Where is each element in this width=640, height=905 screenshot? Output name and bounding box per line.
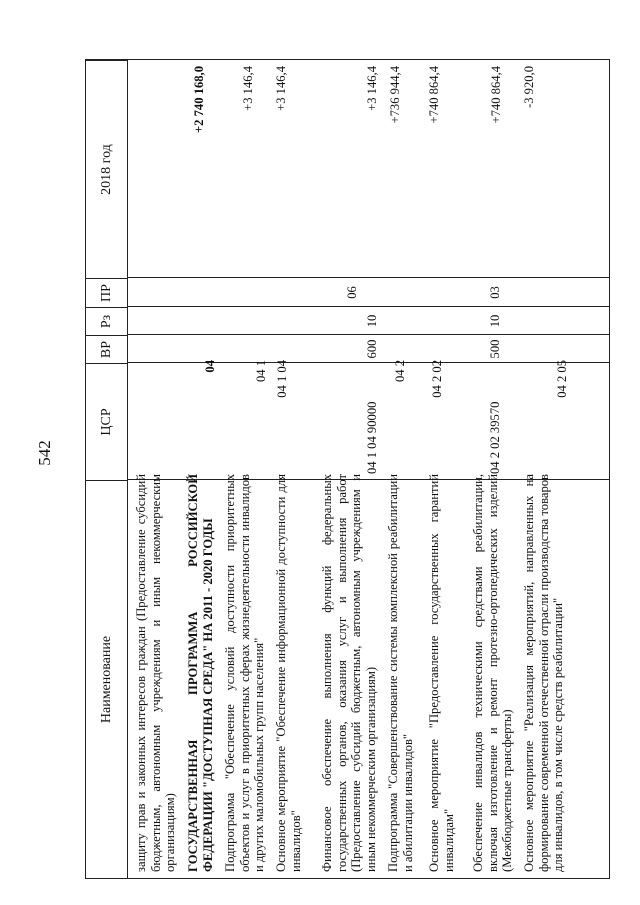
row-csr: 04 1 04 (275, 360, 290, 398)
table-row (471, 60, 517, 878)
row-csr: 04 2 05 (555, 360, 570, 398)
row-rz: 10 (365, 314, 380, 328)
row-vr: 600 (365, 339, 380, 359)
row-pr: 03 (488, 286, 503, 299)
table-row (223, 60, 269, 878)
header-year: 2018 год (86, 60, 128, 278)
page-number: 542 (35, 440, 54, 466)
header-rz: Рз (86, 307, 128, 335)
row-rz: 10 (488, 314, 503, 328)
row-csr: 04 2 (393, 360, 408, 383)
header-pr: ПР (86, 278, 128, 307)
row-csr: 04 1 04 90000 (365, 401, 380, 474)
row-name: Основное мероприятие "Обеспечение информационной доступности для инвалидов" (274, 474, 303, 872)
row-amount: +3 146,4 (241, 66, 255, 111)
table-row (427, 60, 459, 878)
row-amount: +3 146,4 (274, 66, 288, 111)
header-csr: ЦСР (86, 363, 128, 480)
row-csr: 04 2 02 39570 (488, 401, 503, 474)
row-name: Основное мероприятие "Предоставление государственных гарантий инвалидам" (427, 474, 456, 872)
row-amount: +3 146,4 (365, 66, 380, 111)
table-row (386, 60, 418, 878)
table-row (186, 60, 218, 878)
row-amount: +740 864,4 (489, 66, 503, 124)
row-name: Финансовое обеспечение выполнения функций федеральных государственных органов, оказания услуг и выполнения работ (Предоставление субсидий бюджетным, автономным учреждениям и иным некоммерческим организациям) (320, 474, 378, 872)
row-amount: +736 944,4 (388, 66, 402, 124)
row-vr: 500 (488, 339, 503, 359)
row-name: Подпрограмма "Совершенствование системы комплексной реабилитации и абилитации инвалидов" (386, 474, 415, 872)
row-name: Подпрограмма "Обеспечение условий доступности приоритетных объектов и услуг в приоритетных сферах жизнедеятельности инвалидов и других маломобильных групп населения" (223, 474, 267, 872)
header-name: Наименование (86, 480, 128, 878)
row-csr: 04 2 02 (430, 360, 445, 398)
table-row (522, 60, 570, 878)
row-amount: +740 864,4 (427, 66, 441, 124)
row-csr: 04 1 (254, 360, 269, 383)
row-pr: 06 (345, 286, 360, 299)
row-amount: +2 740 168,0 (192, 66, 206, 133)
header-vr: ВР (86, 335, 128, 363)
table-row (274, 60, 306, 878)
table-row (320, 60, 380, 878)
row-csr: 04 (203, 360, 218, 373)
row-amount: -3 920,0 (522, 66, 536, 108)
row-name: ГОСУДАРСТВЕННАЯ ПРОГРАММА РОССИЙСКОЙ ФЕДЕРАЦИИ "ДОСТУПНАЯ СРЕДА" НА 2011 - 2020 ГОДЫ (186, 474, 215, 872)
row-name: защиту прав и законных интересов граждан (Предоставление субсидий бюджетным, автономным учреждениям и иным некоммерческим организациям) (134, 474, 178, 872)
table-row (134, 60, 180, 878)
budget-table (85, 59, 610, 879)
row-name: Основное мероприятие "Реализация мероприятий, направленных на формирование современной отечественной отрасли производства товаров для инвалидов, в том числе средств реабилитации" (522, 474, 566, 872)
row-name: Обеспечение инвалидов техническими средствами реабилитации, включая изготовление и ремонт протезно-ортопедических изделий (Межбюджетные трансферты) (471, 474, 515, 872)
